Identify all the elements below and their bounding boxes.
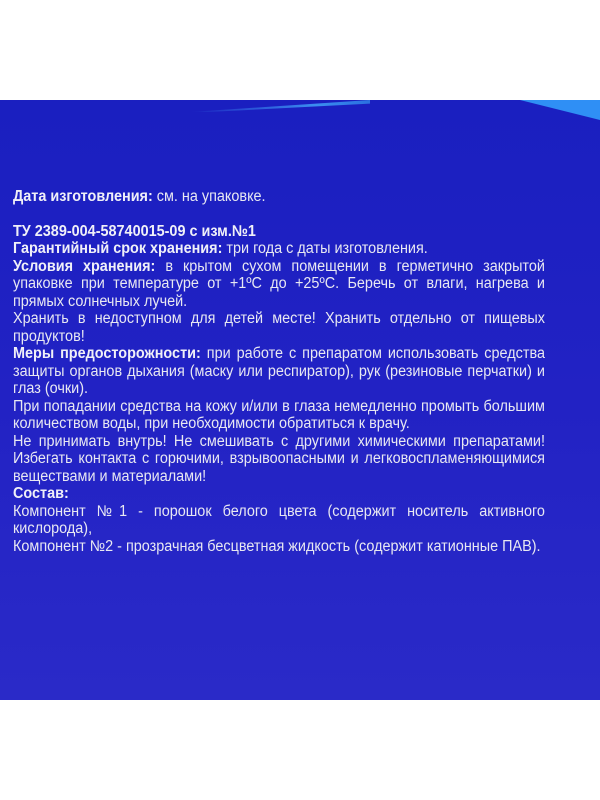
manufacture-date: Дата изготовления: см. на упаковке.: [13, 188, 266, 205]
storage-conditions: Условия хранения: в крытом сухом помещении в герметично закрытой упаковке при температуре от +1ºС до +25ºС. Беречь от влаги, нагрева и прямых солнечных лучей.: [13, 257, 545, 310]
decorative-swoosh-corner: [520, 100, 600, 120]
composition-title: Состав:: [13, 485, 69, 502]
storage-warning: Хранить в недоступном для детей месте! Хранить отдельно от пищевых продуктов!: [13, 310, 545, 345]
decorative-swoosh: [190, 100, 370, 112]
first-aid: При попадании средства на кожу и/или в глаза немедленно промыть большим количеством воды, при необходимости обратиться к врачу.: [13, 397, 545, 432]
label-text: [13, 188, 545, 555]
component-1: Компонент №1 - порошок белого цвета (содержит носитель активного кислорода),: [13, 502, 545, 537]
safety-warning: Не принимать внутрь! Не смешивать с другими химическими препаратами! Избегать контакта с горючими, взрывоопасными и легковоспламеняющимися веществами и материалами!: [13, 432, 545, 485]
tu-code: ТУ 2389-004-58740015-09 с изм.№1: [13, 222, 256, 240]
component-2: Компонент №2 - прозрачная бесцветная жидкость (содержит катионные ПАВ).: [13, 537, 541, 555]
precautions: Меры предосторожности: при работе с препаратом использовать средства защиты органов дыхания (маску или респиратор), рук (резиновые перчатки) и глаз (очки).: [13, 345, 545, 397]
shelf-life: Гарантийный срок хранения: три года с даты изготовления.: [13, 240, 428, 257]
label-panel: [0, 100, 600, 700]
